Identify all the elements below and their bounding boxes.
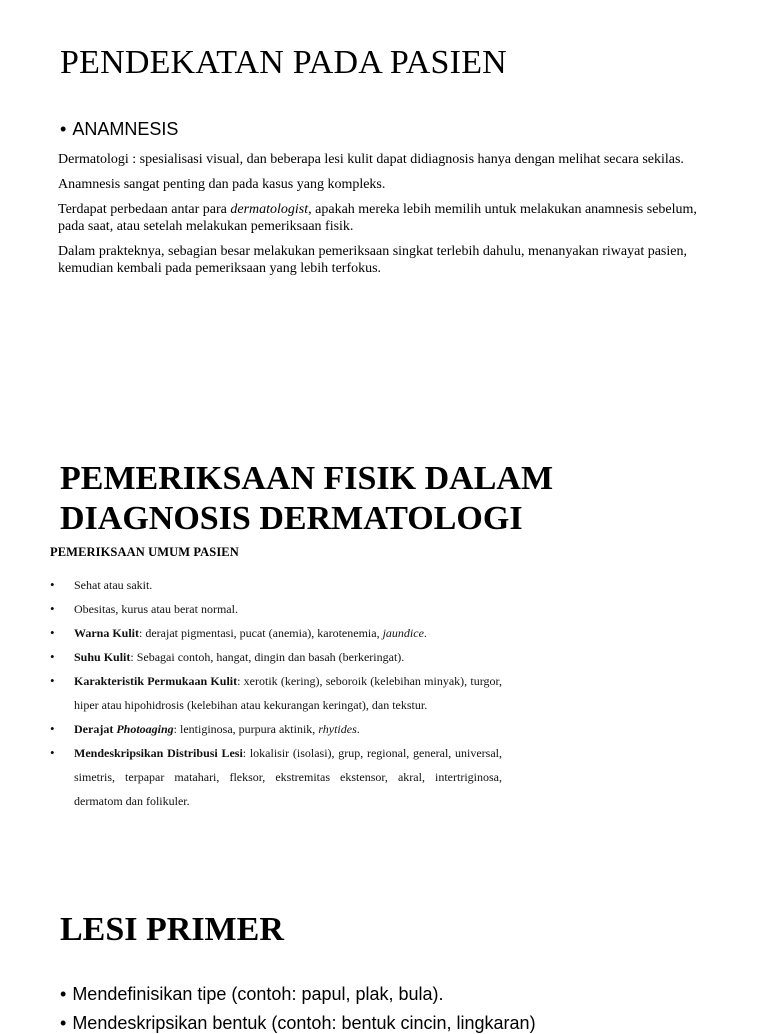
item-label-text: Derajat (74, 722, 117, 736)
anamnesis-paragraphs (58, 151, 708, 285)
item-text: : lentiginosa, purpura aktinik, (173, 722, 319, 736)
bullet-label: Mendeskripsikan bentuk (contoh: bentuk cincin, lingkaran) (72, 1013, 536, 1033)
bullet-anamnesis (60, 119, 178, 140)
item-label (74, 722, 174, 736)
item-text: : Sebagai contoh, hangat, dingin dan basah (berkeringat). (130, 650, 405, 664)
paragraph-text: , apakah mereka lebih memilih untuk melakukan anamnesis sebelum, pada saat, atau setelah melakukan pemeriksaan fisik. (58, 202, 697, 234)
item-label: Mendeskripsikan Distribusi Lesi (74, 746, 243, 760)
title-line: DIAGNOSIS DERMATOLOGI (60, 500, 523, 537)
paragraph: Anamnesis sangat penting dan pada kasus yang kompleks. (58, 177, 386, 192)
item-emphasis: rhytides (318, 722, 357, 736)
item-label: Warna Kulit (74, 626, 140, 640)
item-text: Obesitas, kurus atau berat normal. (74, 602, 238, 616)
item-text: . (423, 626, 427, 640)
list-item (50, 573, 502, 597)
bullet-dot-icon: • (60, 1013, 67, 1033)
list-item (50, 669, 502, 717)
list-item (50, 717, 502, 741)
slide-pendekatan (0, 0, 768, 400)
slide-title: LESI PRIMER (60, 911, 284, 948)
paragraph-emphasis: dermatologist (230, 202, 309, 217)
section-subheading: PEMERIKSAAN UMUM PASIEN (50, 545, 239, 559)
bullet-dot-icon: • (60, 984, 67, 1004)
paragraph: Dermatologi : spesialisasi visual, dan beberapa lesi kulit dapat didiagnosis hanya dengan melihat secara sekilas. (58, 152, 684, 167)
paragraph: Dalam prakteknya, sebagian besar melakukan pemeriksaan singkat terlebih dahulu, menanyakan riwayat pasien, kemudian kembali pada pemeriksaan yang lebih terfokus. (58, 244, 687, 276)
bullet-item (60, 984, 444, 1005)
list-item (50, 597, 502, 621)
title-line: PEMERIKSAAN FISIK DALAM (60, 460, 554, 497)
item-text: : lokalisir (isolasi), grup, regional, general, universal, simetris, terpapar matahari, fleksor, ekstremitas ekstensor, akral, intertriginosa, dermatom dan folikuler. (74, 746, 502, 808)
item-label: Karakteristik Permukaan Kulit (74, 674, 238, 688)
bullet-dot-icon: • (60, 119, 67, 139)
paragraph-text: Terdapat perbedaan antar para (58, 202, 231, 217)
slide-title (60, 459, 700, 539)
item-text: Sehat atau sakit. (74, 578, 153, 592)
list-item (50, 645, 502, 669)
item-emphasis: jaundice (382, 626, 424, 640)
item-text: . (356, 722, 360, 736)
item-label: Suhu Kulit (74, 650, 131, 664)
slide-title: PENDEKATAN PADA PASIEN (60, 44, 507, 81)
paragraph (58, 201, 708, 235)
bullet-label: ANAMNESIS (72, 119, 179, 139)
slide-pemeriksaan-fisik (0, 445, 768, 865)
exam-list (50, 573, 502, 813)
slide-lesi-primer (0, 895, 768, 1033)
item-text: : derajat pigmentasi, pucat (anemia), karotenemia, (139, 626, 383, 640)
list-item (50, 621, 502, 645)
bullet-label: Mendefinisikan tipe (contoh: papul, plak, bula). (72, 984, 444, 1004)
item-label-emphasis: Photoaging (116, 722, 174, 736)
item-text: : xerotik (kering), seboroik (kelebihan minyak), turgor, hiper atau hipohidrosis (kelebihan atau kekurangan keringat), dan tekstur. (74, 674, 502, 712)
list-item (50, 741, 502, 813)
